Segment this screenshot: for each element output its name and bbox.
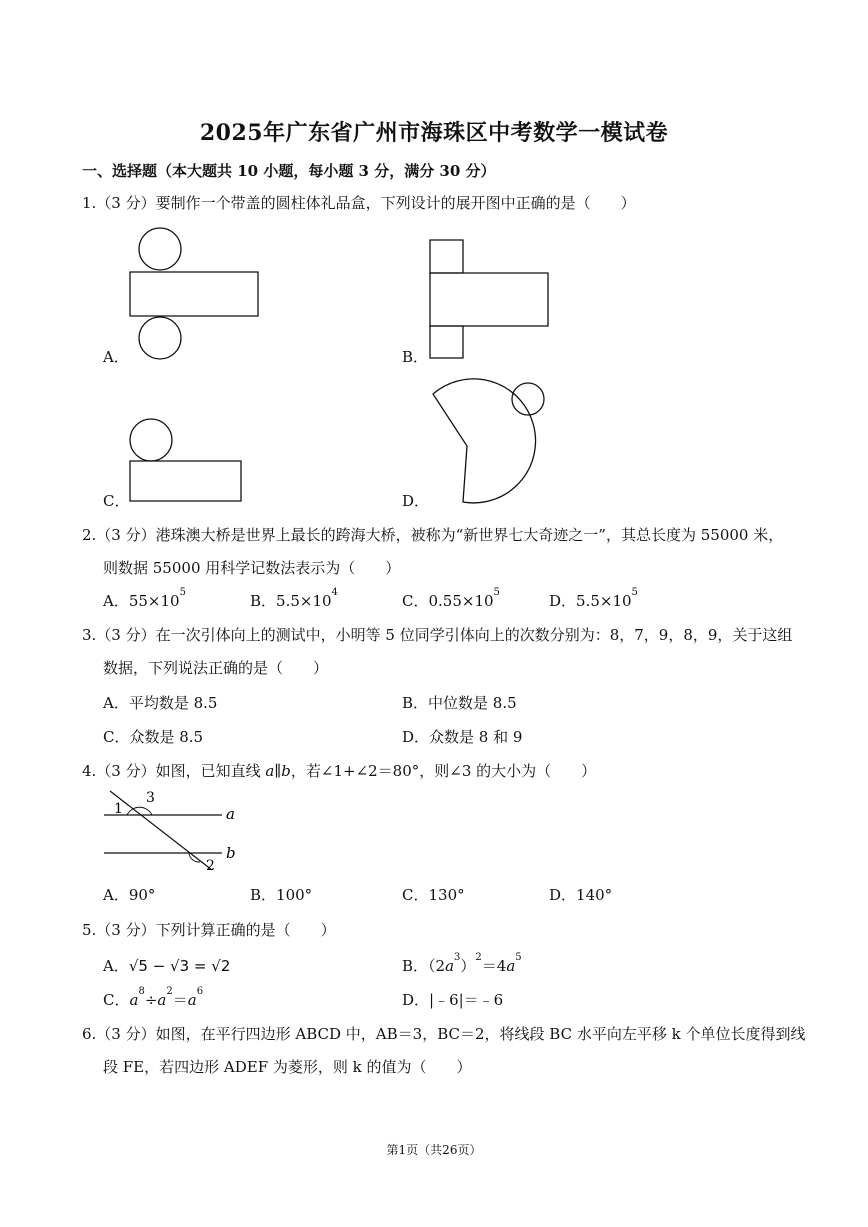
question-2-line-1: 2.（3 分）港珠澳大桥是世界上最长的跨海大桥，被称为“新世界七大奇迹之一”，其总长度为 55000 米，	[82, 526, 784, 544]
angle-2-label: 2	[206, 858, 215, 874]
q4-option-c: C．130°	[402, 886, 465, 904]
q1-option-a-figure	[125, 226, 265, 366]
q3-option-a: A．平均数是 8.5	[103, 694, 218, 712]
page-footer: 第1页（共26页）	[386, 1143, 482, 1157]
question-6-line-2: 段 FE，若四边形 ADEF 为菱形，则 k 的值为（ ）	[103, 1058, 472, 1076]
question-3-line-2: 数据，下列说法正确的是（ ）	[103, 659, 329, 677]
q4-parallel-lines-figure	[100, 788, 250, 878]
q5-option-d: D．|﹣6|＝﹣6	[402, 991, 504, 1009]
q2-option-c: C．$0.55\times 10^5$	[402, 587, 500, 610]
q1-option-d-figure	[425, 378, 555, 508]
question-5-stem: 5.（3 分）下列计算正确的是（ ）	[82, 921, 336, 939]
q5-option-a: A．√5 − √3 = √2	[103, 957, 231, 975]
line-a-label: a	[226, 805, 235, 823]
q1-option-c-label: C．	[103, 492, 130, 510]
q1-option-b-label: B．	[402, 348, 429, 366]
angle-1-label: 1	[114, 801, 123, 817]
q1-option-c-figure	[125, 416, 255, 506]
section-heading: 一、选择题（本大题共 10 小题，每小题 3 分，满分 30 分）	[82, 162, 496, 180]
question-6-line-1: 6.（3 分）如图，在平行四边形 ABCD 中，AB＝3，BC＝2，将线段 BC 水平向左平移 k 个单位长度得到线	[82, 1025, 806, 1043]
q2-option-b: B．$5.5\times 10^4$	[250, 587, 338, 610]
question-2-line-2: 则数据 55000 用科学记数法表示为（ ）	[103, 559, 401, 577]
angle-3-label: 3	[146, 790, 155, 806]
page-title: 2025年广东省广州市海珠区中考数学一模试卷	[199, 120, 669, 146]
q3-option-c: C．众数是 8.5	[103, 728, 204, 746]
q2-option-a: A．$55\times 10^5$	[103, 587, 186, 610]
q3-option-b: B．中位数是 8.5	[402, 694, 517, 712]
q4-option-d: D．140°	[549, 886, 613, 904]
q4-option-b: B．100°	[250, 886, 313, 904]
q1-option-b-figure	[425, 236, 555, 366]
q4-option-a: A．90°	[103, 886, 156, 904]
question-1-stem: 1.（3 分）要制作一个带盖的圆柱体礼品盒，下列设计的展开图中正确的是（ ）	[82, 194, 636, 212]
question-3-line-1: 3.（3 分）在一次引体向上的测试中，小明等 5 位同学引体向上的次数分别为：8，7，9，8，9，关于这组	[82, 626, 793, 644]
q1-option-a-label: A．	[103, 348, 129, 366]
q5-option-c: C．$a^8\div a^2=a^6$	[103, 986, 204, 1009]
q5-option-b: B．$(2a^3)^2=4a^5$	[402, 952, 522, 975]
question-4-stem: 4.（3 分）如图，已知直线 a∥b，若∠1+∠2＝80°，则∠3 的大小为（ ）	[82, 762, 597, 780]
line-b-label: b	[226, 844, 236, 862]
q1-option-d-label: D．	[402, 492, 430, 510]
q3-option-d: D．众数是 8 和 9	[402, 728, 523, 746]
q2-option-d: D．$5.5\times 10^5$	[549, 587, 638, 610]
